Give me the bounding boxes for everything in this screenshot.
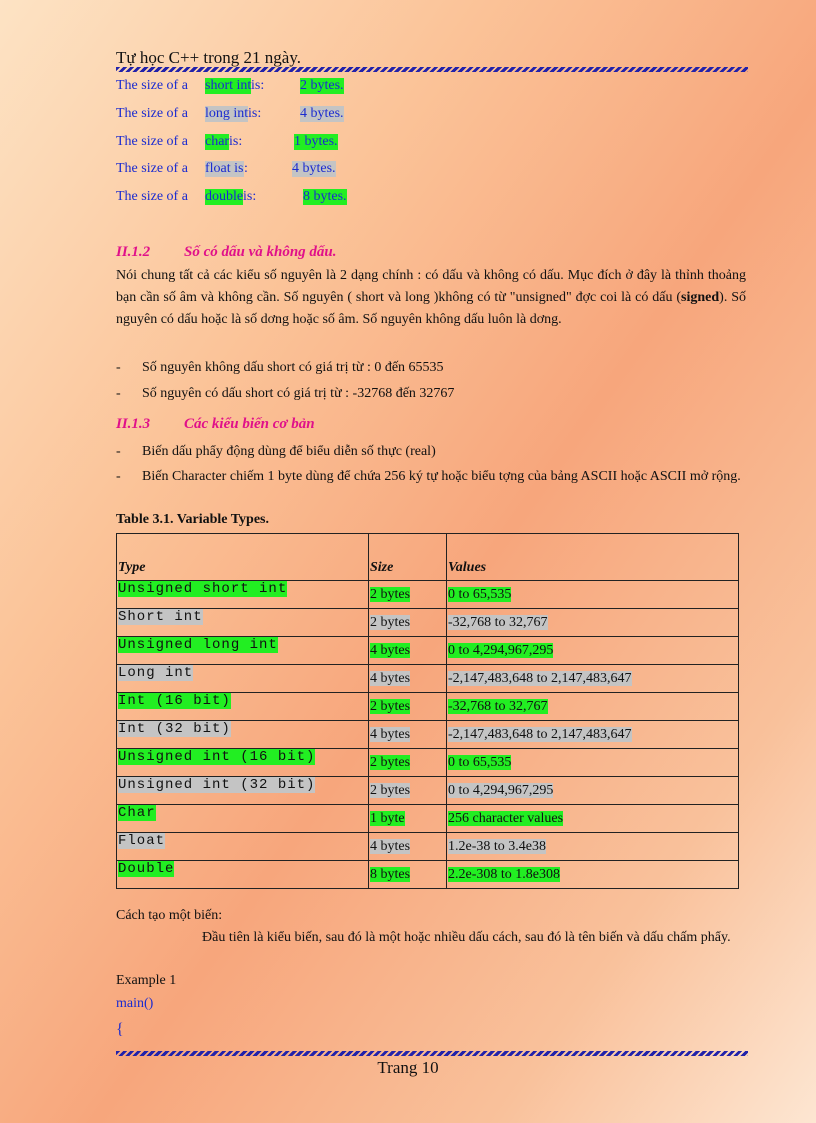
type-cell: [117, 749, 369, 777]
size-line-type: long int: [205, 106, 249, 121]
size-output-line: [116, 189, 416, 209]
size-value: 4 bytes: [370, 726, 411, 742]
range-value: -2,147,483,648 to 2,147,483,647: [448, 726, 632, 742]
size-cell: [369, 861, 447, 889]
page-header-title: Tự học C++ trong 21 ngày.: [116, 48, 301, 67]
section-title: Các kiểu biến cơ bản: [184, 416, 315, 432]
size-line-value: 4 bytes.: [292, 161, 336, 176]
type-cell: [117, 665, 369, 693]
size-output-line: [116, 78, 416, 98]
range-value: 0 to 4,294,967,295: [448, 782, 554, 798]
table-row: [117, 665, 739, 693]
values-cell: [447, 665, 739, 693]
size-cell: [369, 665, 447, 693]
size-value: 8 bytes: [370, 866, 411, 882]
table-row: [117, 861, 739, 889]
table-row: [117, 609, 739, 637]
type-cell: [117, 721, 369, 749]
values-cell: [447, 637, 739, 665]
range-value: 0 to 65,535: [448, 586, 512, 602]
type-cell: [117, 805, 369, 833]
values-cell: [447, 581, 739, 609]
table-row: [117, 777, 739, 805]
table-row: [117, 805, 739, 833]
size-output-line: [116, 106, 416, 126]
page-number: Trang 10: [377, 1058, 439, 1077]
range-value: 0 to 4,294,967,295: [448, 642, 554, 658]
code-line: {: [116, 1021, 124, 1038]
table-row: [117, 721, 739, 749]
size-value: 2 bytes: [370, 754, 411, 770]
values-cell: [447, 861, 739, 889]
size-cell: [369, 693, 447, 721]
table-row: [117, 581, 739, 609]
range-value: 256 character values: [448, 810, 564, 826]
type-name: Int (16 bit): [118, 692, 231, 709]
section-heading-signed: [116, 244, 337, 261]
size-cell: [369, 581, 447, 609]
range-value: -32,768 to 32,767: [448, 698, 548, 714]
section-heading-basic-types: [116, 416, 315, 433]
size-line-suffix: is:: [251, 78, 265, 93]
column-header-values: Values: [447, 534, 739, 581]
size-line-value: 8 bytes.: [303, 189, 347, 204]
column-header-type: Type: [117, 534, 369, 581]
type-name: Int (32 bit): [118, 720, 231, 737]
size-cell: [369, 805, 447, 833]
paragraph-bold: signed: [681, 290, 720, 305]
type-cell: [117, 693, 369, 721]
section-title: Số có dấu và không dấu.: [184, 244, 337, 260]
range-value: -32,768 to 32,767: [448, 614, 548, 630]
size-cell: [369, 637, 447, 665]
size-cell: [369, 749, 447, 777]
values-cell: [447, 833, 739, 861]
table-row: [117, 749, 739, 777]
size-line-type: short int: [205, 78, 252, 93]
values-cell: [447, 777, 739, 805]
list-item-text: Biến dấu phẩy động dùng để biểu diễn số thực (real): [142, 444, 436, 459]
example-label: Example 1: [116, 973, 177, 988]
size-cell: [369, 777, 447, 805]
range-value: 1.2e-38 to 3.4e38: [448, 838, 546, 854]
variable-types-table: [116, 533, 739, 889]
create-variable-paragraph: Đầu tiên là kiểu biến, sau đó là một hoặc nhiều dấu cách, sau đó là tên biến và dấu chấm phẩy.: [202, 930, 731, 945]
list-item-text: Số nguyên có dấu short có giá trị từ : -32768 đến 32767: [142, 386, 455, 401]
type-cell: [117, 833, 369, 861]
size-cell: [369, 833, 447, 861]
values-cell: [447, 749, 739, 777]
type-name: Unsigned short int: [118, 580, 288, 597]
signed-paragraph: [116, 265, 746, 331]
section-number: II.1.2: [116, 244, 151, 260]
size-line-value: 2 bytes.: [300, 78, 344, 93]
type-name: Unsigned int (32 bit): [118, 776, 316, 793]
type-name: Short int: [118, 608, 203, 625]
table-caption: Table 3.1. Variable Types.: [116, 512, 270, 527]
type-name: Char: [118, 804, 156, 821]
size-output-line: [116, 134, 416, 154]
table-row: [117, 637, 739, 665]
size-value: 2 bytes: [370, 698, 411, 714]
values-cell: [447, 805, 739, 833]
table-row: [117, 693, 739, 721]
values-cell: [447, 721, 739, 749]
column-header-size: Size: [369, 534, 447, 581]
size-value: 4 bytes: [370, 670, 411, 686]
size-line-suffix: :: [244, 161, 248, 176]
size-line-type: char: [205, 134, 230, 149]
size-line-prefix: The size of a: [116, 106, 188, 121]
size-cell: [369, 721, 447, 749]
type-cell: [117, 637, 369, 665]
size-line-suffix: is:: [248, 106, 262, 121]
section-number: II.1.3: [116, 416, 151, 432]
size-value: 2 bytes: [370, 782, 411, 798]
size-line-suffix: is:: [243, 189, 257, 204]
header-rule: [116, 67, 748, 72]
size-line-prefix: The size of a: [116, 189, 188, 204]
size-value: 1 byte: [370, 810, 405, 826]
type-name: Unsigned long int: [118, 636, 278, 653]
footer-rule: [116, 1051, 748, 1056]
type-name: Float: [118, 832, 166, 849]
size-line-type: float is: [205, 161, 244, 176]
range-value: -2,147,483,648 to 2,147,483,647: [448, 670, 632, 686]
size-line-value: 4 bytes.: [300, 106, 344, 121]
size-line-prefix: The size of a: [116, 78, 188, 93]
table-header-row: [117, 534, 739, 581]
size-line-prefix: The size of a: [116, 161, 188, 176]
paragraph-text: ). Số nguyên có dấu hoặc là số dơng hoặc số âm. Số nguyên không dấu luôn là dơng.: [116, 290, 746, 327]
type-cell: [117, 777, 369, 805]
size-line-prefix: The size of a: [116, 134, 188, 149]
list-item-text: Biến Character chiếm 1 byte dùng để chứa 256 ký tự hoặc biểu tợng của bảng ASCII hoặc ASCII mở rộng.: [142, 469, 741, 484]
type-name: Unsigned int (16 bit): [118, 748, 316, 765]
size-line-type: double: [205, 189, 244, 204]
size-value: 4 bytes: [370, 642, 411, 658]
type-name: Double: [118, 860, 175, 877]
paragraph-text: Nói chung tất cả các kiểu số nguyên là 2 dạng chính : có dấu và không có dấu. Mục đích ở đây là thỉnh thoảng bạn cần số âm và không cần. Số nguyên ( short và long )không có từ "unsigned" đợc coi là có dấu (: [116, 268, 746, 305]
size-cell: [369, 609, 447, 637]
range-value: 2.2e-308 to 1.8e308: [448, 866, 560, 882]
create-variable-label: Cách tạo một biến:: [116, 908, 223, 923]
type-name: Long int: [118, 664, 194, 681]
type-cell: [117, 861, 369, 889]
type-cell: [117, 609, 369, 637]
size-line-value: 1 bytes.: [294, 134, 338, 149]
size-value: 2 bytes: [370, 586, 411, 602]
size-value: 2 bytes: [370, 614, 411, 630]
size-output-line: [116, 161, 416, 181]
type-cell: [117, 581, 369, 609]
list-item-text: Số nguyên không dấu short có giá trị từ : 0 đến 65535: [142, 360, 444, 375]
values-cell: [447, 693, 739, 721]
code-line: main(): [116, 996, 154, 1011]
size-line-suffix: is:: [229, 134, 243, 149]
table-row: [117, 833, 739, 861]
size-value: 4 bytes: [370, 838, 411, 854]
range-value: 0 to 65,535: [448, 754, 512, 770]
values-cell: [447, 609, 739, 637]
